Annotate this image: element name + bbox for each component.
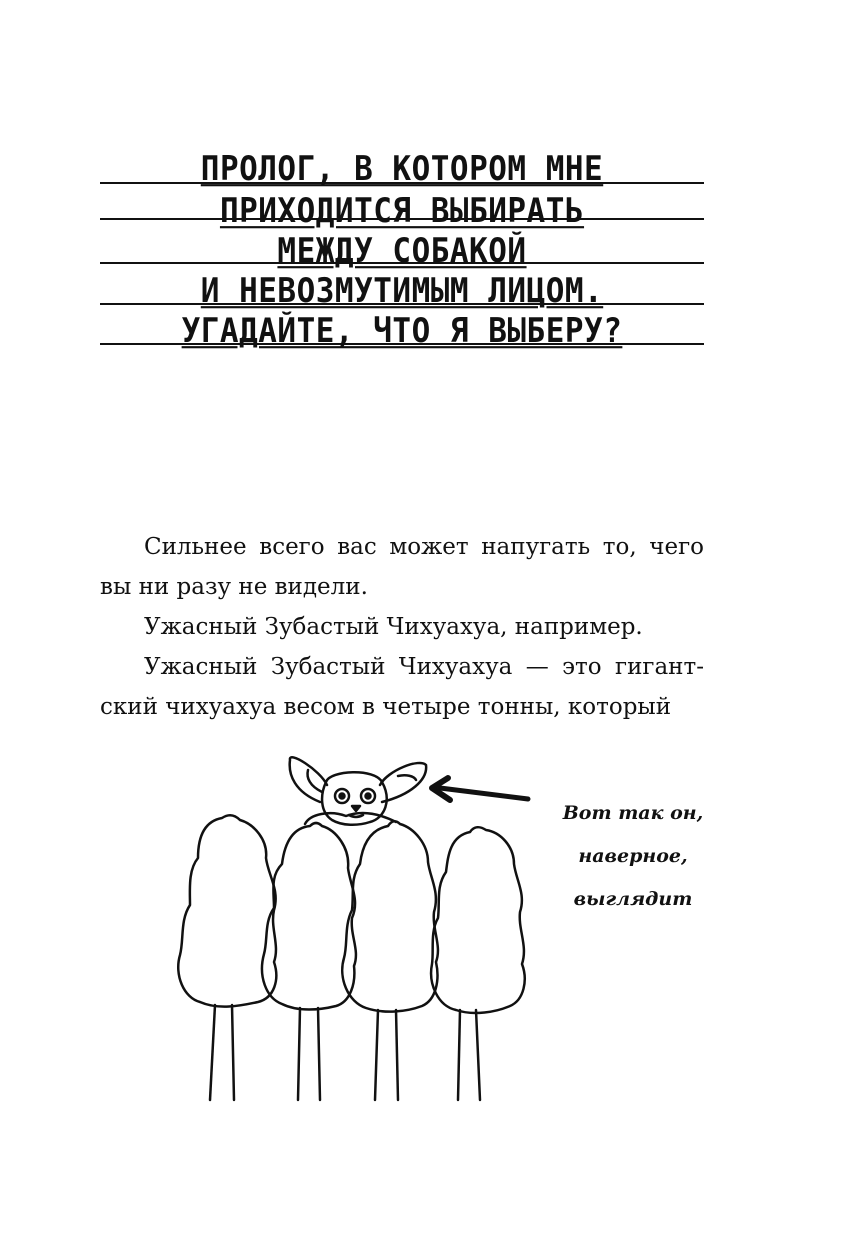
title-line-3: МЕЖДУ СОБАКОЙ — [277, 231, 527, 271]
title-line-4: И НЕВОЗМУТИМЫМ ЛИЦОМ. — [200, 271, 604, 311]
title-line-1: ПРОЛОГ, В КОТОРОМ МНЕ — [200, 149, 604, 189]
title-line-5: УГАДАЙТЕ, ЧТО Я ВЫБЕРУ? — [181, 311, 623, 351]
arrow-drawing — [432, 778, 528, 800]
paragraph: Ужасный Зубастый Чихуахуа — это гигант-ский чихуахуа весом в четыре тонны, который — [100, 654, 704, 720]
chihuahua-head-drawing — [290, 757, 426, 824]
body-text — [100, 527, 704, 727]
tree-trunks-drawing — [210, 1005, 480, 1100]
title-line-2: ПРИХОДИТСЯ ВЫБИРАТЬ — [219, 191, 585, 231]
caption-line: наверное, — [578, 845, 688, 867]
paragraph: Ужасный Зубастый Чихуахуа, например. — [144, 614, 643, 640]
paragraph: Сильнее всего вас может напугать то, чего вы ни разу не видели. — [100, 534, 704, 600]
illustration-caption — [548, 792, 718, 921]
tree-crowns-drawing — [178, 813, 524, 1013]
caption-line: Вот так он, — [562, 802, 704, 824]
caption-line: выглядит — [573, 888, 693, 910]
